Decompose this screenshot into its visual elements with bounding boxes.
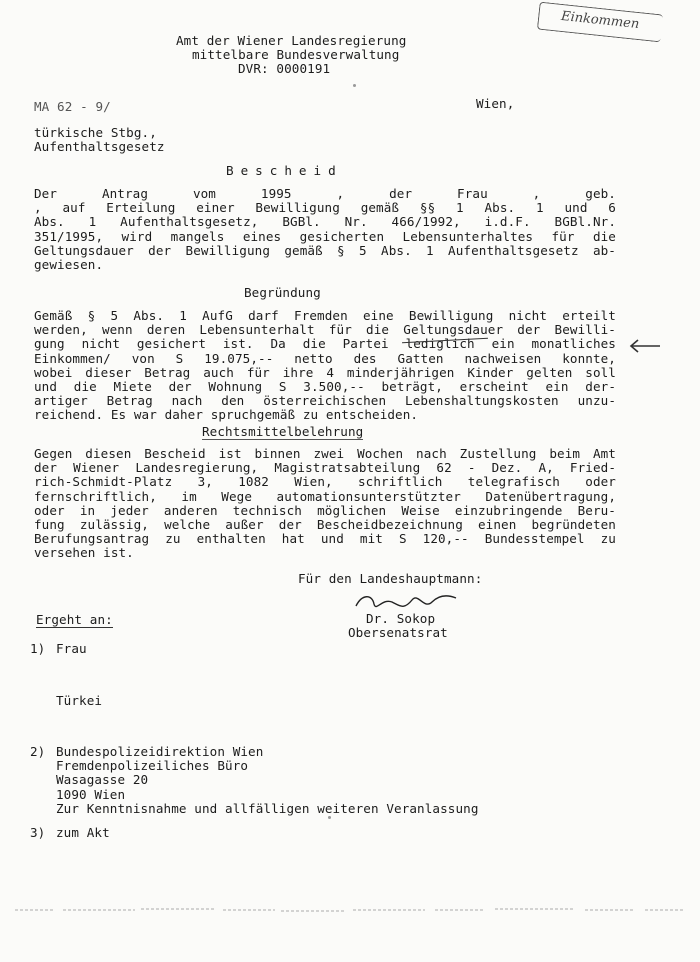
subject-line-1: türkische Stbg., (34, 125, 157, 140)
scan-speck (328, 816, 331, 819)
begruendung-line: wobei dieser Betrag auch für ihre 4 minderjährigen Kinder gelten soll (34, 364, 616, 380)
document-title: Bescheid (226, 163, 343, 178)
reference-number: MA 62 - 9/ (34, 99, 111, 114)
distribution-item-line: 1090 Wien (56, 786, 126, 802)
handwritten-arrow-icon (628, 338, 662, 359)
distribution-item-line: Wasagasse 20 (56, 772, 149, 788)
header-line-3: DVR: 0000191 (238, 61, 331, 76)
rechtsmittel-line: rich-Schmidt-Platz 3, 1082 Wien, schriftlich telegrafisch oder (34, 474, 616, 490)
begruendung-line: artiger Betrag nach den österreichischen Lebenshaltungskosten unzu- (34, 393, 616, 409)
subject-line-2: Aufenthaltsgesetz (34, 139, 165, 154)
rechtsmittel-line: fernschriftlich, im Wege automationsunterstützter Datenübertragung, (34, 488, 616, 504)
signature-name: Dr. Sokop (366, 611, 436, 626)
rechtsmittel-line: Berufungsantrag zu enthalten hat und mit S 120,-- Bundesstempel zu (34, 531, 616, 547)
begruendung-heading: Begründung (244, 285, 321, 300)
bescheid-line: gewiesen. (34, 257, 104, 272)
bescheid-line: 351/1995, wird mangels eines gesicherten Lebensunterhaltes für die (34, 228, 616, 244)
begruendung-line: und die Miete der Wohnung S 3.500,-- beträgt, erscheint ein der- (34, 379, 616, 394)
distribution-item-line: zum Akt (56, 825, 110, 840)
rechtsmittel-line: versehen ist. (34, 545, 134, 561)
begruendung-line: werden, wenn deren Lebensunterhalt für die Geltungsdauer der Bewilli- (34, 322, 616, 338)
bescheid-line: , auf Erteilung einer Bewilligung gemäß §§ 1 Abs. 1 und 6 (34, 200, 616, 216)
signature-title: Obersenatsrat (348, 625, 448, 640)
rechtsmittel-line: Gegen diesen Bescheid ist binnen zwei Wochen nach Zustellung beim Amt (34, 446, 616, 461)
scan-artifact-line (15, 904, 685, 916)
begruendung-line: reichend. Es war daher spruchgemäß zu entscheiden. (34, 407, 419, 423)
bescheid-line: Abs. 1 Aufenthaltsgesetz, BGBl. Nr. 466/1992, i.d.F. BGBl.Nr. (34, 214, 616, 230)
rechtsmittel-line: fung zulässig, welche außer der Bescheidbezeichnung einen begründeten (34, 517, 616, 532)
header-line-1: Amt der Wiener Landesregierung (176, 33, 407, 48)
rechtsmittel-heading: Rechtsmittelbelehrung (202, 424, 364, 439)
distribution-label: Ergeht an: (36, 612, 113, 627)
distribution-number: 2) (30, 744, 46, 759)
distribution-item-line: Zur Kenntnisnahme und allfälligen weiteren Veranlassung (56, 800, 479, 816)
begruendung-line: gung nicht gesichert ist. Da die Partei lediglich ein monatliches (34, 336, 616, 352)
distribution-number: 1) (30, 641, 46, 656)
header-line-2: mittelbare Bundesverwaltung (192, 47, 400, 62)
signature-for-line: Für den Landeshauptmann: (298, 571, 483, 586)
begruendung-line: Einkommen/ von S 19.075,-- netto des Gatten nachweisen konnte, (34, 350, 616, 366)
distribution-item-line: Fremdenpolizeiliches Büro (56, 758, 249, 774)
city-date: Wien, (476, 96, 515, 111)
distribution-item-line: Türkei (56, 693, 103, 708)
rechtsmittel-line: oder in jeder anderen technisch möglichen Weise einzubringende Beru- (34, 502, 616, 518)
margin-note-text: Einkommen (560, 8, 640, 33)
distribution-item-line: Bundespolizeidirektion Wien (56, 744, 264, 759)
rechtsmittel-line: der Wiener Landesregierung, Magistratsabteilung 62 - Dez. A, Fried- (34, 460, 616, 476)
bescheid-line: Der Antrag vom 1995 , der Frau , geb. (34, 186, 616, 201)
distribution-number: 3) (30, 825, 46, 840)
distribution-item-line: Frau (56, 641, 87, 656)
bescheid-line: Geltungsdauer der Bewilligung gemäß § 5 Abs. 1 Aufenthaltsgesetz ab- (34, 242, 616, 258)
handwritten-margin-note (537, 2, 663, 43)
begruendung-line: Gemäß § 5 Abs. 1 AufG darf Fremden eine Bewilligung nicht erteilt (34, 308, 616, 323)
margin-note-box (537, 2, 663, 43)
scan-speck (353, 84, 356, 87)
